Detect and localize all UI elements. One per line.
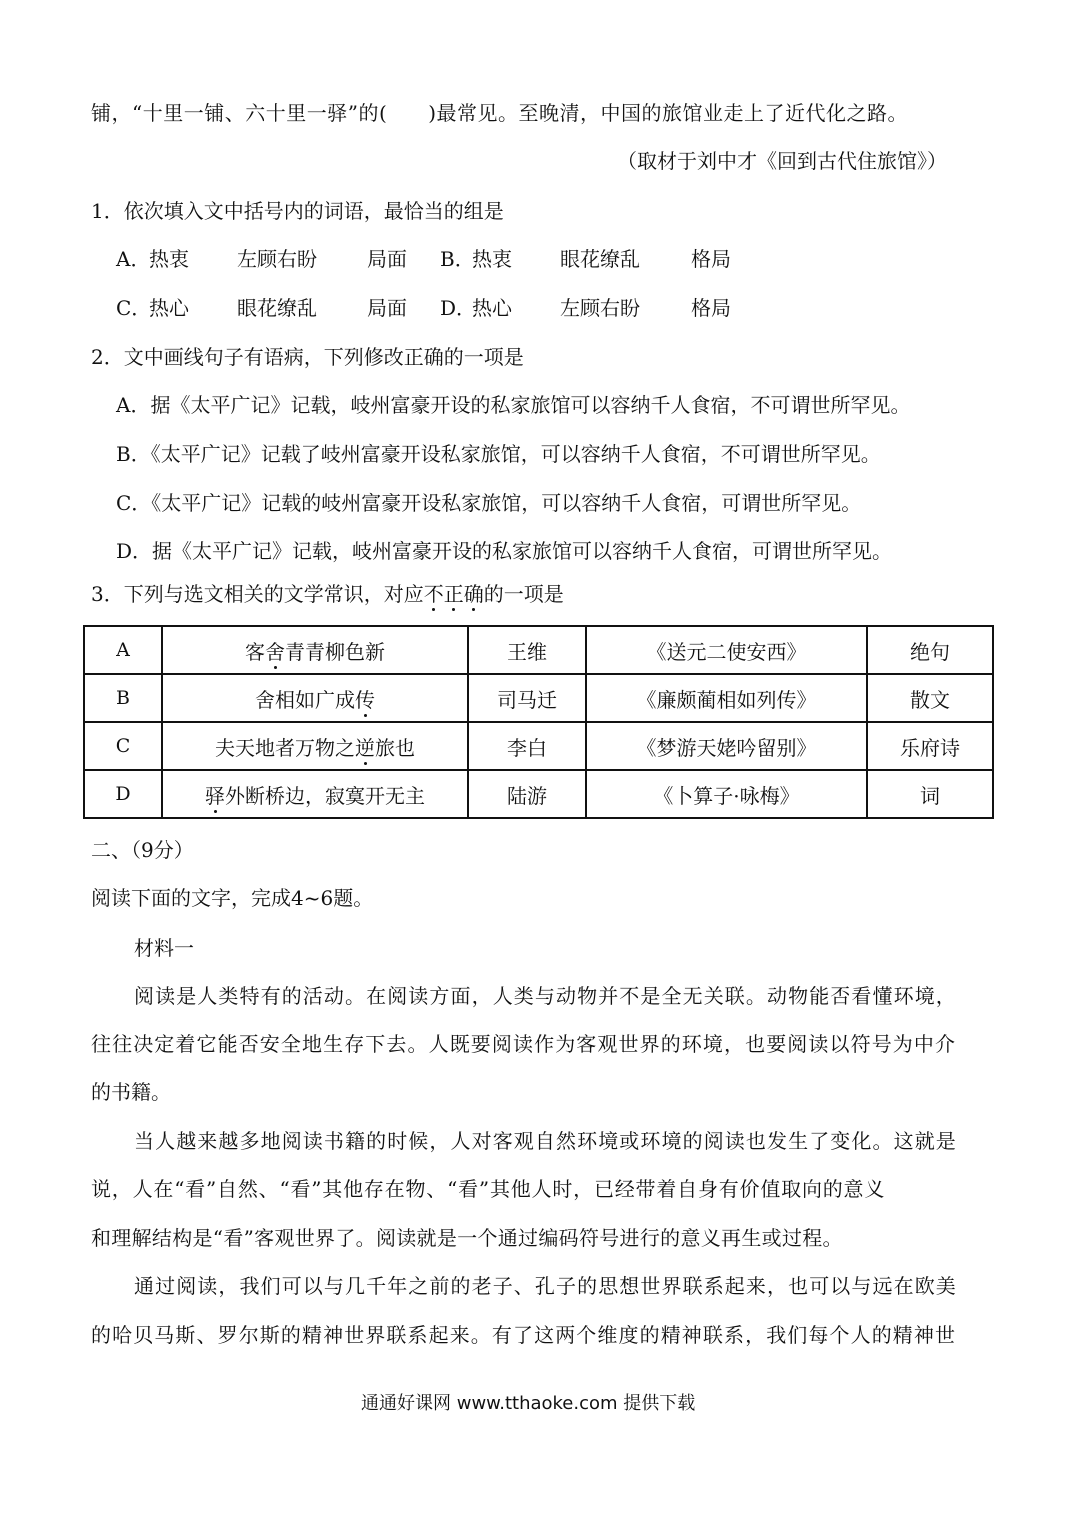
genre-cell: 词	[867, 770, 993, 818]
author-cell: 陆游	[468, 770, 586, 818]
table-row[interactable]	[84, 722, 993, 770]
q1-option-c[interactable]	[116, 294, 407, 322]
emphasis-char: 正	[443, 582, 464, 606]
q1-word-2: 眼花缭乱	[237, 296, 317, 320]
q3-stem	[91, 580, 564, 608]
footer-text: 通通好课网 www.tthaoke.com 提供下载	[361, 1393, 696, 1414]
material-title: 材料一	[134, 936, 194, 960]
q1-word-1: 热衷	[472, 247, 512, 271]
q1-option-letter: B．	[440, 247, 475, 271]
table-row[interactable]	[84, 770, 993, 818]
quote-cell	[162, 770, 468, 818]
paragraph-line: 阅读是人类特有的活动。在阅读方面，人类与动物并不是全无关联。动物能否看懂环境，	[134, 984, 957, 1008]
author-cell: 司马迁	[468, 674, 586, 722]
q1-stem: 1．依次填入文中括号内的词语，最恰当的组是	[91, 199, 504, 223]
genre-cell: 绝句	[867, 626, 993, 674]
q3-stem-text: 的一项是	[483, 582, 564, 606]
q2-option-d[interactable]: D．据《太平广记》记载，岐州富豪开设的私家旅馆可以容纳千人食宿，可谓世所罕见。	[116, 539, 893, 563]
q1-option-letter: C．	[116, 296, 152, 320]
emphasis-char: 不	[423, 582, 444, 606]
section-instruction: 阅读下面的文字，完成4~6题。	[91, 886, 374, 910]
paragraph-line: 往往决定着它能否安全地生存下去。人既要阅读作为客观世界的环境，也要阅读以符号为中介	[91, 1032, 957, 1056]
q1-word-3: 局面	[367, 296, 407, 320]
work-cell: 《卜算子·咏梅》	[586, 770, 867, 818]
quote-cell	[162, 722, 468, 770]
option-letter: C	[84, 722, 162, 770]
emphasis-char: 舍	[265, 639, 285, 664]
table-row[interactable]	[84, 626, 993, 674]
paragraph-line: 通过阅读，我们可以与几千年之前的老子、孔子的思想世界联系起来，也可以与远在欧美	[134, 1274, 957, 1298]
paragraph-line: 的哈贝马斯、罗尔斯的精神世界联系起来。有了这两个维度的精神联系，我们每个人的精神世	[91, 1323, 957, 1347]
q2-option-c[interactable]: C．《太平广记》记载的岐州富豪开设私家旅馆，可以容纳千人食宿，可谓世所罕见。	[116, 491, 862, 515]
q1-option-a[interactable]	[116, 245, 407, 273]
emphasis-char: 逆	[355, 735, 375, 760]
genre-cell: 散文	[867, 674, 993, 722]
author-cell: 王维	[468, 626, 586, 674]
paragraph-line: 说，人在“看”自然、“看”其他存在物、“看”其他人时，已经带着自身有价值取向的意义	[91, 1177, 886, 1201]
quote-text: 旅也	[375, 735, 415, 760]
quote-text: 夫天地者万物之	[215, 735, 355, 760]
option-letter: D	[84, 770, 162, 818]
q1-word-2: 眼花缭乱	[560, 247, 640, 271]
q1-option-d[interactable]	[440, 294, 731, 322]
table-row[interactable]	[84, 674, 993, 722]
passage-last-line: 铺，“十里一铺、六十里一驿”的( )最常见。至晚清，中国的旅馆业走上了近代化之路。	[91, 101, 909, 125]
work-cell: 《廉颇蔺相如列传》	[586, 674, 867, 722]
quote-text: 外断桥边，寂寞开无主	[225, 783, 425, 808]
paragraph-line: 的书籍。	[91, 1080, 171, 1104]
paragraph-line: 和理解结构是“看”客观世界了。阅读就是一个通过编码符号进行的意义再生或过程。	[91, 1226, 843, 1250]
q1-word-1: 热心	[149, 296, 189, 320]
emphasis-char: 确	[463, 582, 484, 606]
quote-text: 客	[245, 639, 265, 664]
emphasis-char: 传	[355, 687, 375, 712]
q3-stem-text: 3．下列与选文相关的文学常识，对应	[91, 582, 424, 606]
q1-word-3: 格局	[691, 247, 731, 271]
option-letter: A	[84, 626, 162, 674]
q1-word-2: 左顾右盼	[237, 247, 317, 271]
quote-text: 青青柳色新	[285, 639, 385, 664]
author-cell: 李白	[468, 722, 586, 770]
genre-cell: 乐府诗	[867, 722, 993, 770]
q1-word-1: 热衷	[149, 247, 189, 271]
q1-word-2: 左顾右盼	[560, 296, 640, 320]
q1-word-3: 格局	[691, 296, 731, 320]
work-cell: 《梦游天姥吟留别》	[586, 722, 867, 770]
quote-cell	[162, 626, 468, 674]
option-letter: B	[84, 674, 162, 722]
q2-stem: 2．文中画线句子有语病，下列修改正确的一项是	[91, 345, 524, 369]
q1-option-letter: A．	[116, 247, 151, 271]
q3-literature-table	[83, 625, 994, 819]
q2-option-b[interactable]: B．《太平广记》记载了岐州富豪开设私家旅馆，可以容纳千人食宿，不可谓世所罕见。	[116, 442, 881, 466]
passage-source: （取材于刘中才《回到古代住旅馆》）	[617, 149, 947, 173]
q1-word-3: 局面	[367, 247, 407, 271]
paragraph-line: 当人越来越多地阅读书籍的时候，人对客观自然环境或环境的阅读也发生了变化。这就是	[134, 1129, 957, 1153]
q1-word-1: 热心	[472, 296, 512, 320]
section-heading: 二、（9分）	[91, 838, 194, 862]
q1-option-letter: D．	[440, 296, 477, 320]
emphasis-char: 驿	[205, 783, 225, 808]
q2-option-a[interactable]: A．据《太平广记》记载，岐州富豪开设的私家旅馆可以容纳千人食宿，不可谓世所罕见。	[116, 393, 911, 417]
quote-cell	[162, 674, 468, 722]
q1-option-b[interactable]	[440, 245, 731, 273]
quote-text: 舍相如广成	[255, 687, 355, 712]
work-cell: 《送元二使安西》	[586, 626, 867, 674]
